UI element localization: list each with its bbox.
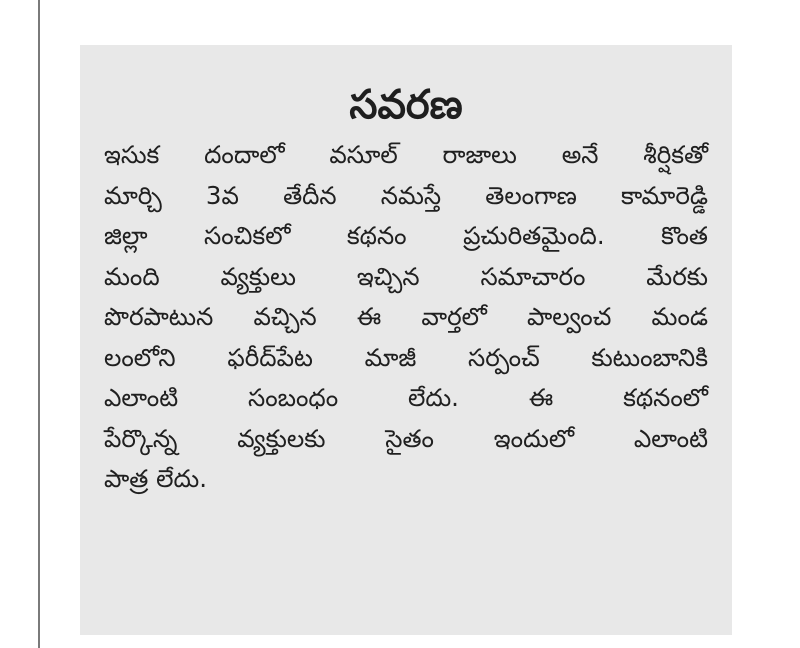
notice-line: పాత్ర లేదు. xyxy=(104,464,208,493)
correction-notice-box xyxy=(80,45,732,635)
correction-notice-body xyxy=(104,135,708,500)
notice-line: లంలోని ఫరీద్‌పేట మాజీ సర్పంచ్ కుటుంబానికి xyxy=(104,342,708,372)
previous-article-text-fragment xyxy=(100,0,420,8)
correction-notice-title: సవరణ xyxy=(349,82,463,128)
notice-line: పొరపాటున వచ్చిన ఈ వార్తలో పాల్వంచ మండ xyxy=(104,302,708,331)
notice-line: మంది వ్యక్తులు ఇచ్చిన సమాచారం మేరకు xyxy=(104,261,708,291)
notice-line: మార్చి 3వ తేదీన నమస్తే తెలంగాణ కామారెడ్డి xyxy=(104,180,708,210)
notice-line: పేర్కొన్న వ్యక్తులకు సైతం ఇందులో ఎలాంటి xyxy=(104,423,708,453)
column-divider-line xyxy=(38,0,40,648)
notice-line: ఇసుక దందాలో వసూల్ రాజాలు అనే శీర్షికతో xyxy=(104,140,708,169)
notice-line: ఎలాంటి సంబంధం లేదు. ఈ కథనంలో xyxy=(104,383,708,412)
notice-line: జిల్లా సంచికలో కథనం ప్రచురితమైంది. కొంత xyxy=(104,221,708,250)
